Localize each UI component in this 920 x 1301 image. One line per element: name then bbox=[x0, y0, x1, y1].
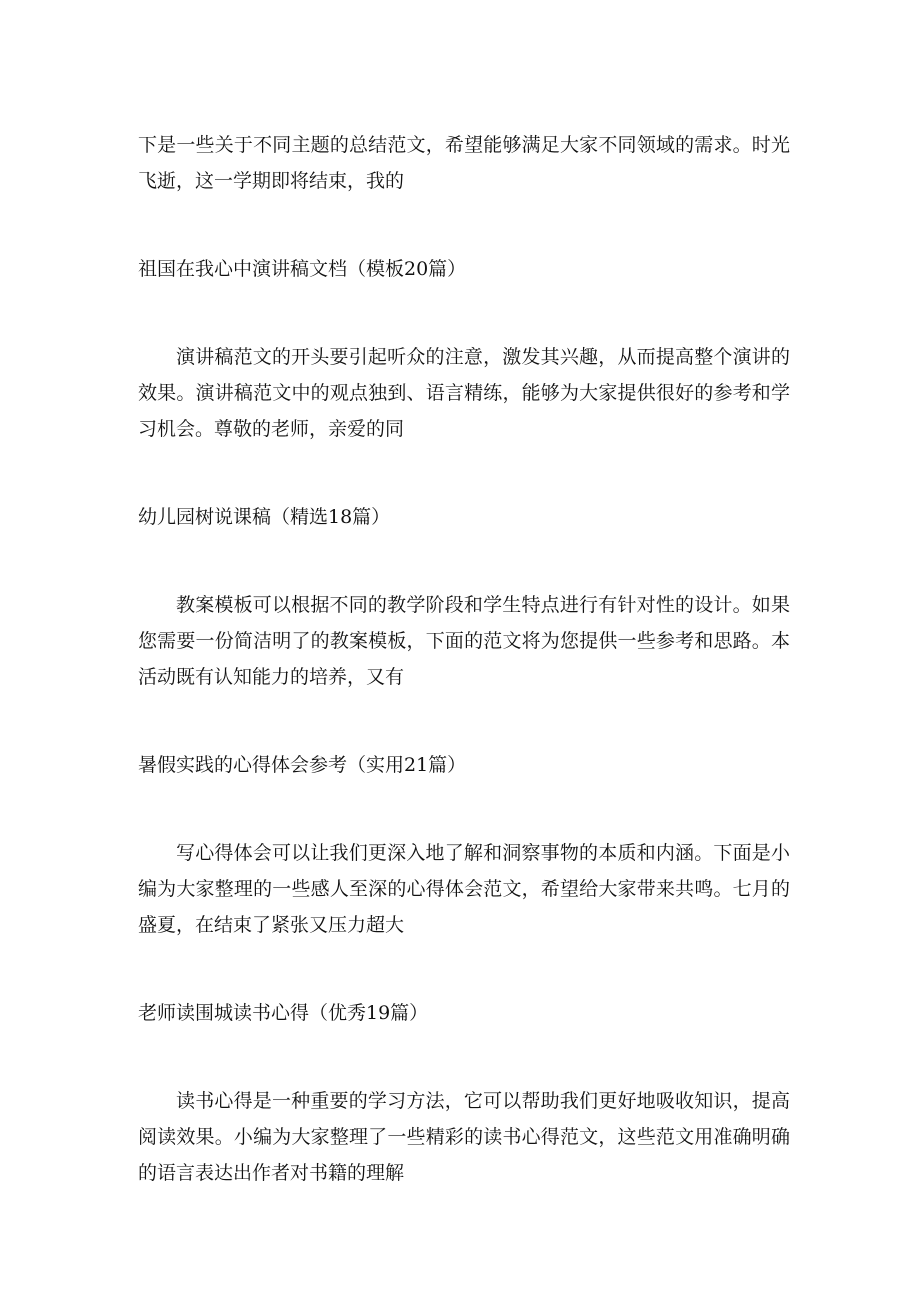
article-title-1[interactable]: 祖国在我心中演讲稿文档（模板20篇） bbox=[138, 258, 467, 280]
article-summary-1: 演讲稿范文的开头要引起听众的注意，激发其兴趣，从而提高整个演讲的效果。演讲稿范文中的观点独到、语言精练，能够为大家提供很好的参考和学习机会。尊敬的老师，亲爱的同 bbox=[138, 346, 790, 440]
article-title-4[interactable]: 老师读围城读书心得（优秀19篇） bbox=[138, 1002, 429, 1024]
article-title-2[interactable]: 幼儿园树说课稿（精选18篇） bbox=[138, 506, 391, 528]
article-summary-2: 教案模板可以根据不同的教学阶段和学生特点进行有针对性的设计。如果您需要一份简洁明了的教案模板，下面的范文将为您提供一些参考和思路。本活动既有认知能力的培养，又有 bbox=[138, 594, 790, 688]
spacer bbox=[138, 695, 790, 747]
spacer bbox=[138, 943, 790, 995]
spacer bbox=[138, 1031, 790, 1083]
article-summary-4: 读书心得是一种重要的学习方法，它可以帮助我们更好地吸收知识，提高阅读效果。小编为大家整理了一些精彩的读书心得范文，这些范文用准确明确的语言表达出作者对书籍的理解 bbox=[138, 1090, 790, 1184]
article-summary-3: 写心得体会可以让我们更深入地了解和洞察事物的本质和内涵。下面是小编为大家整理的一些感人至深的心得体会范文，希望给大家带来共鸣。七月的盛夏，在结束了紧张又压力超大 bbox=[138, 842, 790, 936]
article-title-3[interactable]: 暑假实践的心得体会参考（实用21篇） bbox=[138, 754, 467, 776]
spacer bbox=[138, 535, 790, 587]
intro-paragraph: 下是一些关于不同主题的总结范文，希望能够满足大家不同领域的需求。时光飞逝，这一学期即将结束，我的 bbox=[138, 134, 790, 192]
spacer bbox=[138, 783, 790, 835]
spacer bbox=[138, 287, 790, 339]
spacer bbox=[138, 199, 790, 251]
spacer bbox=[138, 447, 790, 499]
